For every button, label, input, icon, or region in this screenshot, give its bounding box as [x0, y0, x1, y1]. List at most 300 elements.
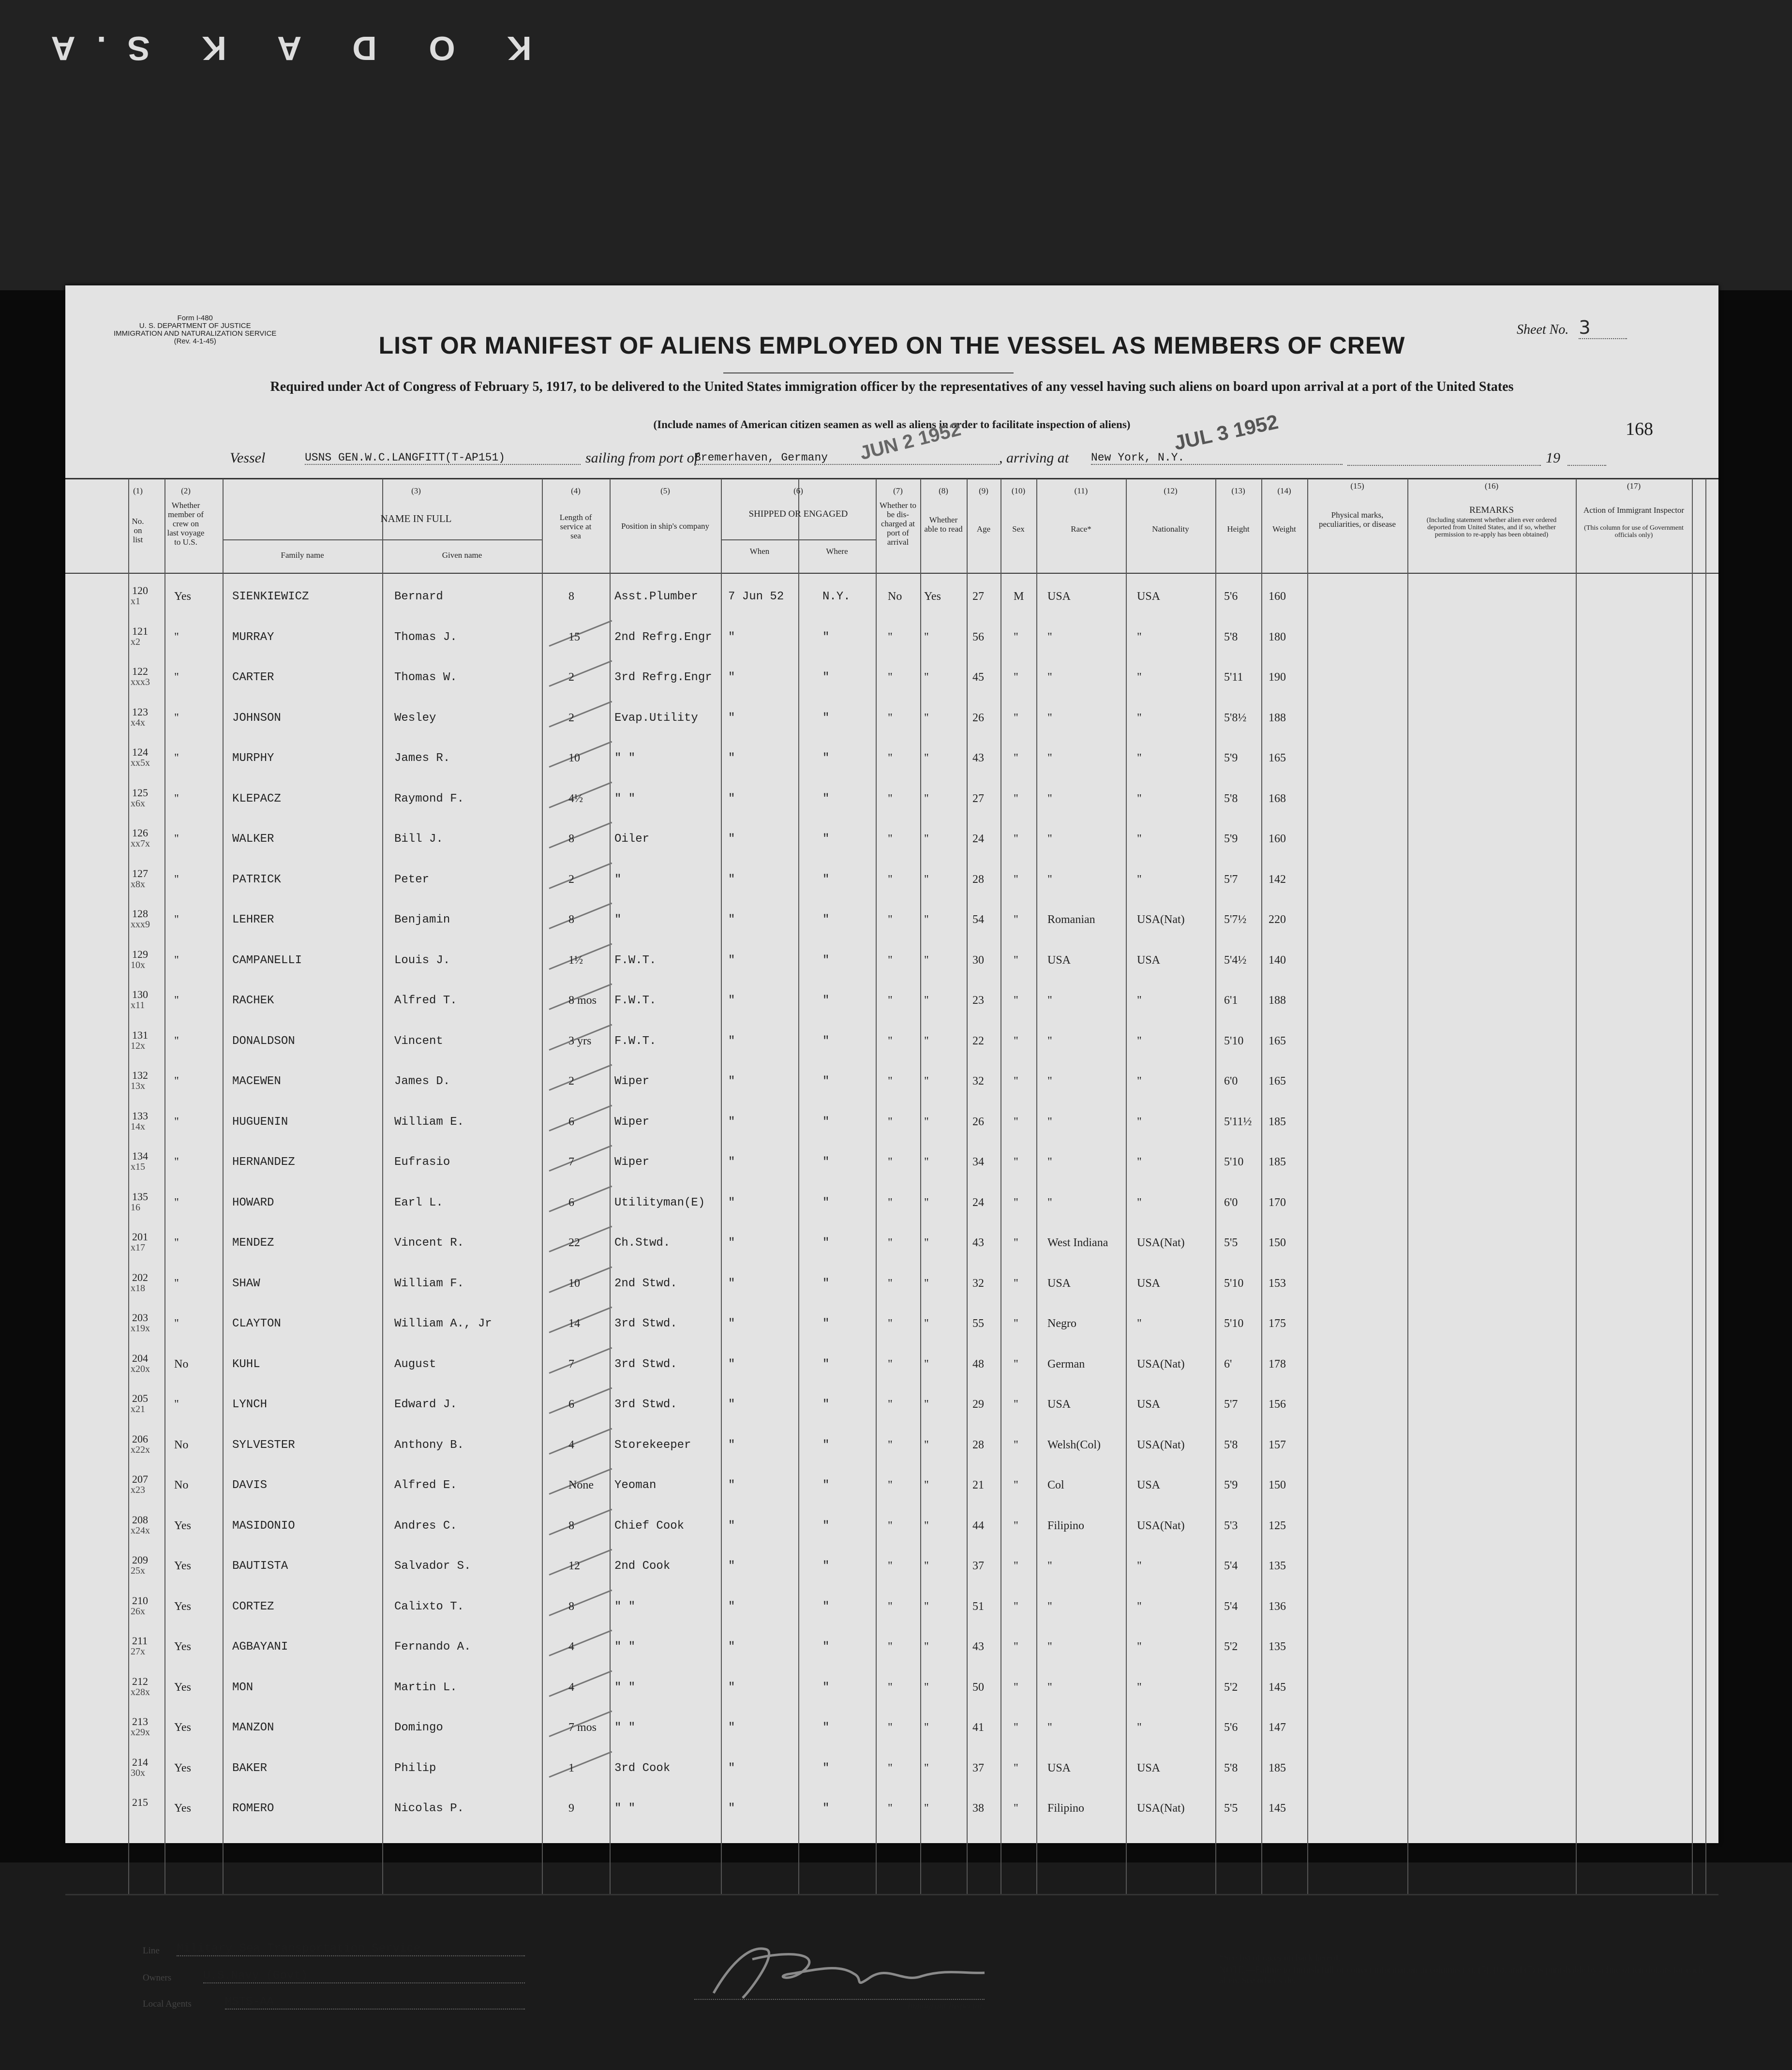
height-cell: 5'9	[1224, 1479, 1238, 1491]
old-list-number-cell: x20x	[131, 1364, 150, 1374]
nationality-cell: "	[1137, 1075, 1142, 1087]
race-cell: "	[1047, 792, 1052, 805]
discharged-cell: "	[888, 1479, 893, 1491]
nationality-cell: "	[1137, 1721, 1142, 1734]
sex-cell: "	[1014, 833, 1018, 845]
age-cell: 24	[972, 1196, 984, 1209]
able-to-read-cell: "	[924, 1196, 929, 1209]
sex-cell: "	[1014, 712, 1018, 724]
department: U. S. DEPARTMENT OF JUSTICE	[139, 322, 251, 330]
able-to-read-cell: "	[924, 1439, 929, 1451]
col-remarks-note: (Including statement whether alien ever ordered deported from United States, and if so, whether permission to re-apply has been obtained)	[1426, 517, 1557, 538]
column-rule	[1215, 479, 1216, 1894]
shipped-where-cell: "	[822, 1236, 830, 1250]
able-to-read-cell: Yes	[924, 590, 941, 603]
position-cell: Wiper	[614, 1116, 650, 1129]
shipped-when-cell: "	[728, 954, 735, 967]
age-cell: 26	[972, 1116, 984, 1128]
service-name: IMMIGRATION AND NATURALIZATION SERVICE	[114, 329, 277, 338]
race-cell: "	[1047, 1681, 1052, 1694]
member-cell: Yes	[174, 1721, 191, 1734]
list-number-cell: 210	[132, 1594, 148, 1607]
race-cell: West Indiana	[1047, 1236, 1108, 1249]
race-cell: Romanian	[1047, 913, 1095, 926]
column-rule	[1576, 479, 1577, 1894]
race-cell: "	[1047, 631, 1052, 643]
discharged-cell: "	[888, 1116, 893, 1128]
weight-cell: 140	[1269, 954, 1286, 967]
pencil-tally-mark	[549, 1105, 612, 1132]
sex-cell: "	[1014, 1116, 1018, 1128]
col1-number: (1)	[133, 486, 143, 495]
discharged-cell: No	[888, 590, 902, 603]
list-number-cell: 209	[132, 1554, 148, 1566]
form-number: Form I-480	[177, 314, 213, 322]
discharged-cell: "	[888, 1439, 893, 1451]
col-position: Position in ship's company	[621, 521, 710, 531]
height-cell: 6'0	[1224, 1196, 1238, 1209]
position-cell: 3rd Cook	[614, 1762, 671, 1775]
page-number: 168	[1626, 419, 1653, 439]
member-cell: Yes	[174, 1640, 191, 1653]
form-title: LIST OR MANIFEST OF ALIENS EMPLOYED ON THE VESSEL AS MEMBERS OF CREW	[378, 332, 1405, 359]
old-list-number-cell: x21	[131, 1404, 145, 1415]
list-number-cell: 208	[132, 1514, 148, 1526]
height-cell: 5'11½	[1224, 1116, 1252, 1128]
given-name-cell: Vincent	[394, 1035, 443, 1048]
given-name-cell: Peter	[394, 873, 430, 886]
given-name-cell: Alfred E.	[394, 1479, 457, 1492]
shipped-when-cell: "	[728, 1762, 735, 1775]
member-cell: "	[174, 1035, 179, 1047]
table-top-rule	[65, 478, 1718, 479]
given-name-cell: Raymond F.	[394, 792, 464, 805]
subheader-rule	[721, 539, 876, 540]
old-list-number-cell: x24x	[131, 1525, 150, 1536]
legal-requirement: Required under Act of Congress of February 5, 1917, to be delivered to the United States immigration officer by the representatives of any vessel having such aliens on board upon arrival at a port of the United States	[270, 379, 1514, 394]
family-name-cell: MACEWEN	[232, 1075, 281, 1088]
member-cell: "	[174, 954, 179, 967]
shipped-when-cell: "	[728, 1075, 735, 1088]
column-rule	[1705, 479, 1706, 1894]
vessel-label: Vessel	[230, 450, 266, 466]
member-cell: "	[174, 1075, 179, 1087]
old-list-number-cell: xxx9	[131, 919, 150, 930]
able-to-read-cell: "	[924, 1519, 929, 1532]
able-to-read-cell: "	[924, 1681, 929, 1694]
given-name-cell: Bill J.	[394, 833, 443, 846]
able-to-read-cell: "	[924, 1358, 929, 1370]
discharged-cell: "	[888, 1640, 893, 1653]
sex-cell: "	[1014, 1196, 1018, 1209]
list-number-cell: 121	[132, 625, 148, 637]
shipped-where-cell: "	[822, 833, 830, 846]
pencil-tally-mark	[549, 1186, 612, 1212]
shipped-when-cell: 7 Jun 52	[728, 590, 784, 603]
given-name-cell: Domingo	[394, 1721, 443, 1734]
age-cell: 37	[972, 1560, 984, 1572]
age-cell: 56	[972, 631, 984, 643]
old-list-number-cell: x28x	[131, 1687, 150, 1698]
family-name-cell: WALKER	[232, 833, 274, 846]
length-of-service-cell: 8	[568, 913, 574, 926]
sex-cell: "	[1014, 1439, 1018, 1451]
sex-cell: "	[1014, 1519, 1018, 1532]
nationality-cell: "	[1137, 631, 1142, 643]
list-number-cell: 211	[132, 1635, 148, 1647]
pencil-tally-mark	[549, 1266, 612, 1293]
length-of-service-cell: 6	[568, 1398, 574, 1411]
able-to-read-cell: "	[924, 913, 929, 926]
weight-cell: 178	[1269, 1358, 1286, 1370]
able-to-read-cell: "	[924, 671, 929, 684]
discharged-cell: "	[888, 631, 893, 643]
able-to-read-cell: "	[924, 1640, 929, 1653]
col-family-name: Family name	[281, 551, 324, 560]
shipped-where-cell: "	[822, 1358, 830, 1371]
able-to-read-cell: "	[924, 1075, 929, 1087]
shipped-where-cell: "	[822, 1317, 830, 1330]
shipped-where-cell: "	[822, 1035, 830, 1048]
able-to-read-cell: "	[924, 712, 929, 724]
pencil-tally-mark	[549, 1428, 612, 1455]
position-cell: Asst.Plumber	[614, 590, 698, 603]
shipped-when-cell: "	[728, 631, 735, 644]
height-cell: 5'6	[1224, 590, 1238, 603]
member-cell: "	[174, 1156, 179, 1168]
races-note: *See list of races on back hereof.	[1219, 1953, 1341, 1963]
old-list-number-cell: x2	[131, 637, 140, 647]
nationality-cell: "	[1137, 1681, 1142, 1694]
nationality-cell: "	[1137, 1560, 1142, 1572]
given-name-cell: Earl L.	[394, 1196, 443, 1209]
sex-cell: "	[1014, 913, 1018, 926]
weight-cell: 168	[1269, 792, 1286, 805]
old-list-number-cell: 10x	[131, 960, 145, 970]
discharged-cell: "	[888, 1560, 893, 1572]
member-cell: "	[174, 752, 179, 764]
pencil-tally-mark	[549, 1590, 612, 1616]
race-cell: Col	[1047, 1479, 1064, 1491]
able-to-read-cell: "	[924, 1398, 929, 1411]
line-value: Military Sea Transportation Service	[177, 1942, 525, 1956]
discharged-cell: "	[888, 1600, 893, 1613]
shipped-where-cell: "	[822, 671, 830, 684]
height-cell: 5'10	[1224, 1277, 1244, 1290]
sex-cell: "	[1014, 671, 1018, 684]
shipped-when-cell: "	[728, 1681, 735, 1694]
family-name-cell: JOHNSON	[232, 712, 281, 725]
family-name-cell: MASIDONIO	[232, 1519, 295, 1533]
position-cell: 3rd Refrg.Engr	[614, 671, 712, 684]
old-list-number-cell: x15	[131, 1162, 145, 1172]
table-bottom-rule	[65, 1894, 1718, 1895]
given-name-cell: William F.	[394, 1277, 464, 1290]
list-number-cell: 133	[132, 1110, 148, 1122]
discharged-cell: "	[888, 833, 893, 845]
member-cell: "	[174, 631, 179, 643]
shipped-where-cell: "	[822, 1600, 830, 1613]
height-cell: 6'1	[1224, 994, 1238, 1007]
weight-cell: 160	[1269, 590, 1286, 603]
able-to-read-cell: "	[924, 873, 929, 886]
length-of-service-cell: 7 mos	[568, 1721, 597, 1734]
member-cell: "	[174, 1398, 179, 1411]
shipped-when-cell: "	[728, 873, 735, 886]
family-name-cell: PATRICK	[232, 873, 281, 886]
col-member-last-voyage: Whether member of crew on last voyage to U.S.	[167, 501, 205, 547]
col8-number: (8)	[939, 486, 948, 495]
member-cell: "	[174, 1196, 179, 1209]
height-cell: 5'8	[1224, 1762, 1238, 1774]
age-cell: 50	[972, 1681, 984, 1694]
age-cell: 27	[972, 792, 984, 805]
column-rule	[967, 479, 968, 1894]
discharged-cell: "	[888, 1317, 893, 1330]
list-number-cell: 130	[132, 988, 148, 1000]
shipped-where-cell: "	[822, 1277, 830, 1290]
list-number-cell: 122	[132, 665, 148, 677]
able-to-read-cell: "	[924, 994, 929, 1007]
given-name-cell: Benjamin	[394, 913, 450, 926]
list-number-cell: 215	[132, 1796, 148, 1808]
position-cell: " "	[614, 752, 636, 765]
weight-cell: 185	[1269, 1156, 1286, 1168]
member-cell: "	[174, 833, 179, 845]
nationality-cell: "	[1137, 833, 1142, 845]
race-cell: "	[1047, 1116, 1052, 1128]
race-cell: Filipino	[1047, 1802, 1085, 1815]
shipped-when-cell: "	[728, 1196, 735, 1209]
sex-cell: "	[1014, 1600, 1018, 1613]
height-cell: 5'6	[1224, 1721, 1238, 1734]
age-cell: 51	[972, 1600, 984, 1613]
col9-number: (9)	[979, 486, 988, 495]
sex-cell: "	[1014, 1236, 1018, 1249]
arrival-stamp: JUL 3 1952	[1172, 410, 1281, 455]
col2-number: (2)	[181, 486, 191, 495]
shipped-where-cell: "	[822, 1560, 830, 1573]
shipped-when-cell: "	[728, 1560, 735, 1573]
pencil-tally-mark	[549, 903, 612, 929]
old-list-number-cell: x11	[131, 1000, 145, 1011]
shipped-where-cell: "	[822, 1681, 830, 1694]
discharged-cell: "	[888, 1802, 893, 1815]
able-to-read-cell: "	[924, 1600, 929, 1613]
list-number-cell: 207	[132, 1473, 148, 1485]
pencil-tally-mark	[549, 863, 612, 889]
nationality-cell: USA	[1137, 954, 1161, 967]
old-list-number-cell: x29x	[131, 1727, 150, 1738]
nationality-cell: "	[1137, 671, 1142, 684]
sex-cell: "	[1014, 792, 1018, 805]
list-number-cell: 127	[132, 867, 148, 879]
pencil-tally-mark	[549, 1347, 612, 1374]
manifest-sheet	[65, 285, 1718, 2011]
weight-cell: 157	[1269, 1439, 1286, 1451]
nationality-cell: "	[1137, 792, 1142, 805]
column-rule	[721, 479, 722, 1894]
family-name-cell: KLEPACZ	[232, 792, 281, 805]
weight-cell: 180	[1269, 631, 1286, 643]
length-of-service-cell: 10	[568, 1277, 580, 1290]
shipped-where-cell: N.Y.	[822, 590, 851, 603]
shipped-where-cell: "	[822, 1156, 830, 1169]
length-of-service-cell: 4	[568, 1439, 574, 1451]
weight-cell: 188	[1269, 994, 1286, 1007]
nationality-cell: "	[1137, 1640, 1142, 1653]
discharged-cell: "	[888, 1398, 893, 1411]
length-of-service-cell: 2	[568, 1075, 574, 1087]
member-cell: "	[174, 671, 179, 684]
sex-cell: "	[1014, 1762, 1018, 1774]
shipped-when-cell: "	[728, 1116, 735, 1129]
pencil-tally-mark	[549, 1064, 612, 1091]
length-of-service-cell: 8	[568, 833, 574, 845]
member-cell: Yes	[174, 1600, 191, 1613]
discharged-cell: "	[888, 1762, 893, 1774]
vessel-name: USNS GEN.W.C.LANGFITT(T-AP151)	[305, 451, 581, 465]
list-number-cell: 202	[132, 1271, 148, 1283]
old-list-number-cell: 27x	[131, 1646, 145, 1657]
column-rule	[1261, 479, 1262, 1894]
height-cell: 5'2	[1224, 1640, 1238, 1653]
discharged-cell: "	[888, 1156, 893, 1168]
length-of-service-cell: 6	[568, 1196, 574, 1209]
old-list-number-cell: x6x	[131, 798, 145, 809]
col-action-note: (This column for use of Government officials only)	[1584, 524, 1684, 539]
race-cell: "	[1047, 1640, 1052, 1653]
height-cell: 5'3	[1224, 1519, 1238, 1532]
weight-cell: 185	[1269, 1762, 1286, 1774]
height-cell: 5'4	[1224, 1600, 1238, 1613]
sex-cell: "	[1014, 1479, 1018, 1491]
pencil-tally-mark	[549, 660, 612, 687]
family-name-cell: DAVIS	[232, 1479, 268, 1492]
sex-cell: "	[1014, 1721, 1018, 1734]
family-name-cell: HOWARD	[232, 1196, 274, 1209]
weight-cell: 135	[1269, 1640, 1286, 1653]
line-label: Line	[143, 1946, 160, 1956]
col-given-name: Given name	[442, 551, 482, 560]
family-name-cell: KUHL	[232, 1358, 260, 1371]
length-of-service-cell: 8	[568, 1519, 574, 1532]
col-length-of-service: Length of service at sea	[559, 513, 592, 540]
age-cell: 29	[972, 1398, 984, 1411]
member-cell: Yes	[174, 1762, 191, 1774]
given-name-cell: Thomas J.	[394, 631, 457, 644]
family-name-cell: MANZON	[232, 1721, 274, 1734]
column-rule	[1036, 479, 1037, 1894]
discharged-cell: "	[888, 712, 893, 724]
given-name-cell: Bernard	[394, 590, 443, 603]
col-action-inspector: Action of Immigrant Inspector	[1583, 506, 1685, 515]
list-number-cell: 128	[132, 908, 148, 920]
height-cell: 6'0	[1224, 1075, 1238, 1087]
weight-cell: 125	[1269, 1519, 1286, 1532]
race-cell: Negro	[1047, 1317, 1076, 1330]
subheader-rule	[223, 539, 542, 540]
able-to-read-cell: "	[924, 1035, 929, 1047]
position-cell: 2nd Stwd.	[614, 1277, 677, 1290]
family-name-cell: HUGUENIN	[232, 1116, 288, 1129]
old-list-number-cell: x17	[131, 1242, 145, 1253]
member-cell: Yes	[174, 1519, 191, 1532]
discharged-cell: "	[888, 913, 893, 926]
age-cell: 30	[972, 954, 984, 967]
position-cell: Wiper	[614, 1075, 650, 1088]
member-cell: No	[174, 1479, 189, 1491]
able-to-read-cell: "	[924, 1479, 929, 1491]
sheet-number: 3	[1579, 317, 1627, 339]
sheet-label: Sheet No.	[1517, 322, 1569, 337]
col17-number: (17)	[1627, 481, 1641, 491]
family-name-cell: BAUTISTA	[232, 1560, 288, 1573]
length-of-service-cell: 15	[568, 631, 580, 643]
list-number-cell: 203	[132, 1311, 148, 1324]
family-name-cell: SIENKIEWICZ	[232, 590, 309, 603]
weight-cell: 190	[1269, 671, 1286, 684]
member-cell: Yes	[174, 1560, 191, 1572]
shipped-where-cell: "	[822, 1116, 830, 1129]
member-cell: Yes	[174, 590, 191, 603]
col14-number: (14)	[1277, 486, 1291, 495]
pencil-tally-mark	[549, 1670, 612, 1697]
weight-cell: 165	[1269, 1035, 1286, 1047]
weight-cell: 145	[1269, 1681, 1286, 1694]
shipped-when-cell: "	[728, 1479, 735, 1492]
height-cell: 5'8	[1224, 631, 1238, 643]
sex-cell: "	[1014, 1681, 1018, 1694]
height-cell: 5'10	[1224, 1035, 1244, 1047]
race-cell: "	[1047, 1196, 1052, 1209]
length-of-service-cell: 2	[568, 671, 574, 684]
race-cell: USA	[1047, 590, 1071, 603]
age-cell: 24	[972, 833, 984, 845]
age-cell: 41	[972, 1721, 984, 1734]
sex-cell: "	[1014, 1156, 1018, 1168]
col3-number: (3)	[411, 486, 421, 495]
length-of-service-cell: 9	[568, 1802, 574, 1815]
position-cell: " "	[614, 1681, 636, 1694]
length-of-service-cell: 2	[568, 712, 574, 724]
height-cell: 5'7	[1224, 1398, 1238, 1411]
race-cell: USA	[1047, 954, 1071, 967]
weight-cell: 165	[1269, 1075, 1286, 1087]
discharged-cell: "	[888, 792, 893, 805]
race-cell: "	[1047, 1156, 1052, 1168]
weight-cell: 156	[1269, 1398, 1286, 1411]
nationality-cell: "	[1137, 1035, 1142, 1047]
shipped-when-cell: "	[728, 994, 735, 1007]
age-cell: 45	[972, 671, 984, 684]
race-cell: "	[1047, 1035, 1052, 1047]
position-cell: Oiler	[614, 833, 650, 846]
pencil-tally-mark	[549, 701, 612, 728]
age-cell: 43	[972, 752, 984, 764]
able-to-read-cell: "	[924, 631, 929, 643]
member-cell: "	[174, 1317, 179, 1330]
shipped-where-cell: "	[822, 954, 830, 967]
weight-cell: 150	[1269, 1236, 1286, 1249]
race-cell: "	[1047, 1721, 1052, 1734]
member-cell: "	[174, 913, 179, 926]
sex-cell: "	[1014, 1560, 1018, 1572]
list-number-cell: 205	[132, 1392, 148, 1404]
height-cell: 5'10	[1224, 1317, 1244, 1330]
shipped-when-cell: "	[728, 712, 735, 725]
given-name-cell: James D.	[394, 1075, 450, 1088]
